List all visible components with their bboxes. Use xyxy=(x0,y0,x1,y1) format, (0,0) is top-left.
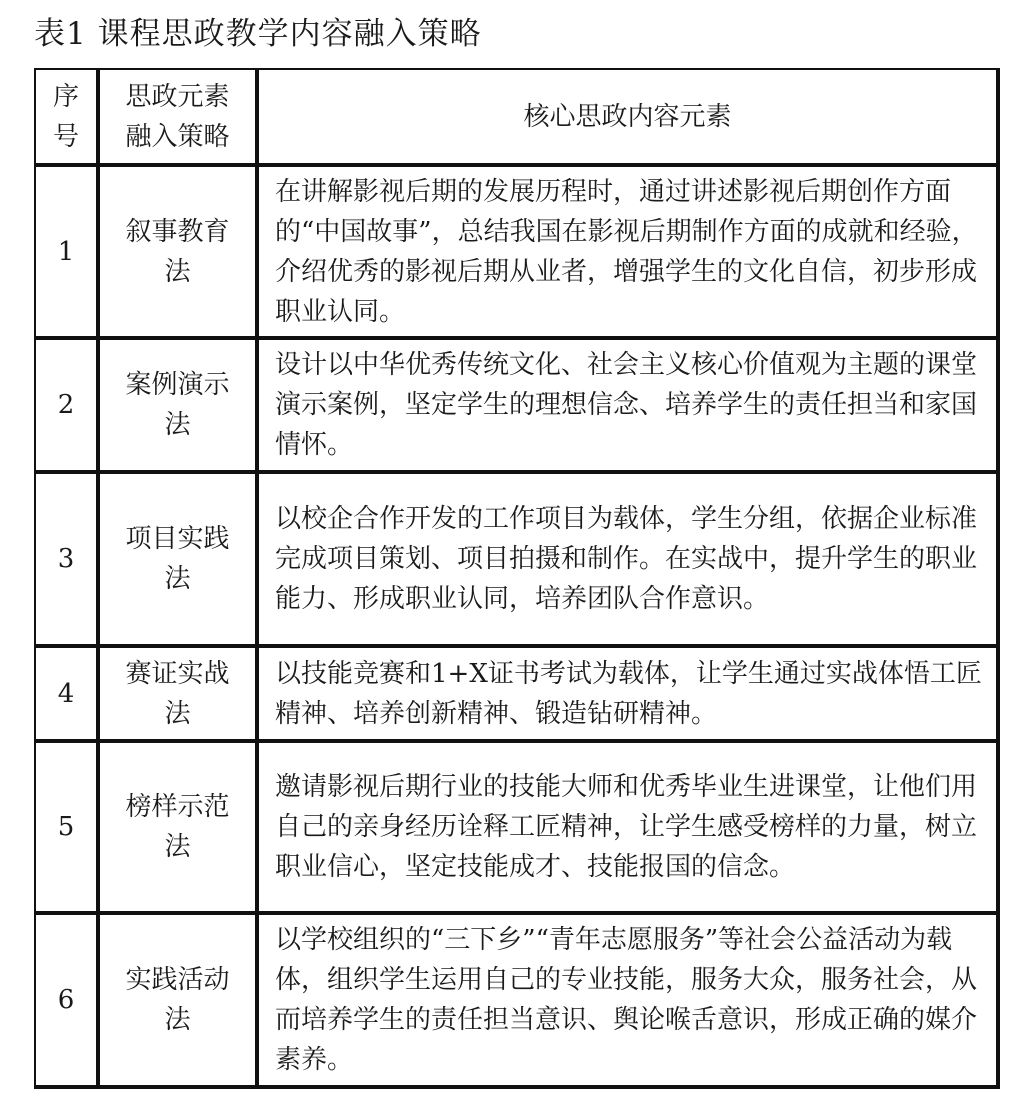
row-number: 3 xyxy=(36,474,100,648)
row-number: 1 xyxy=(36,167,100,340)
table-row xyxy=(36,743,1000,915)
strategy-table xyxy=(34,68,1000,1089)
row-strategy-text: 赛证实战法 xyxy=(125,658,230,729)
header-number-cell xyxy=(36,70,100,167)
row-content: 邀请影视后期行业的技能大师和优秀毕业生进课堂，让他们用自己的亲身经历诠释工匠精神，让学生感受榜样的力量，树立职业信心，坚定技能成才、技能报国的信念。 xyxy=(259,743,1000,915)
table-header-row xyxy=(36,70,1000,167)
row-number: 4 xyxy=(36,648,100,743)
table-row xyxy=(36,474,1000,648)
header-content: 核心思政内容元素 xyxy=(523,101,732,132)
row-strategy xyxy=(100,915,259,1089)
table-caption: 表1 课程思政教学内容融入策略 xyxy=(34,16,482,52)
row-strategy-text: 实践活动法 xyxy=(125,965,230,1035)
row-number: 5 xyxy=(36,743,100,915)
row-content: 以校企合作开发的工作项目为载体，学生分组，依据企业标准完成项目策划、项目拍摄和制作。在实战中，提升学生的职业能力、形成职业认同，培养团队合作意识。 xyxy=(259,474,1000,648)
header-strategy: 思政元素融入策略 xyxy=(125,81,230,152)
row-strategy xyxy=(100,743,259,915)
row-content: 在讲解影视后期的发展历程时，通过讲述影视后期创作方面的“中国故事”，总结我国在影视后期制作方面的成就和经验，介绍优秀的影视后期从业者，增强学生的文化自信，初步形成职业认同。 xyxy=(259,167,1000,340)
row-content: 以技能竞赛和1+X证书考试为载体，让学生通过实战体悟工匠精神、培养创新精神、锻造钻研精神。 xyxy=(259,648,1000,743)
row-strategy xyxy=(100,167,259,340)
row-strategy-text: 案例演示法 xyxy=(125,370,230,440)
header-strategy-cell xyxy=(100,70,259,167)
table-row xyxy=(36,648,1000,743)
row-content: 设计以中华优秀传统文化、社会主义核心价值观为主题的课堂演示案例，坚定学生的理想信念、培养学生的责任担当和家国情怀。 xyxy=(259,340,1000,474)
table-row xyxy=(36,340,1000,474)
header-content-cell xyxy=(259,70,1000,167)
row-number: 2 xyxy=(36,340,100,474)
row-strategy-text: 叙事教育法 xyxy=(125,216,230,287)
row-number: 6 xyxy=(36,915,100,1089)
row-strategy-text: 榜样示范法 xyxy=(125,792,230,862)
table-row xyxy=(36,167,1000,340)
row-strategy-text: 项目实践法 xyxy=(125,524,230,594)
row-strategy xyxy=(100,474,259,648)
row-content: 以学校组织的“三下乡”“青年志愿服务”等社会公益活动为载体，组织学生运用自己的专业技能，服务大众，服务社会，从而培养学生的责任担当意识、舆论喉舌意识，形成正确的媒介素养。 xyxy=(259,915,1000,1089)
table-row xyxy=(36,915,1000,1089)
row-strategy xyxy=(100,648,259,743)
header-number: 序号 xyxy=(52,81,79,152)
row-strategy xyxy=(100,340,259,474)
